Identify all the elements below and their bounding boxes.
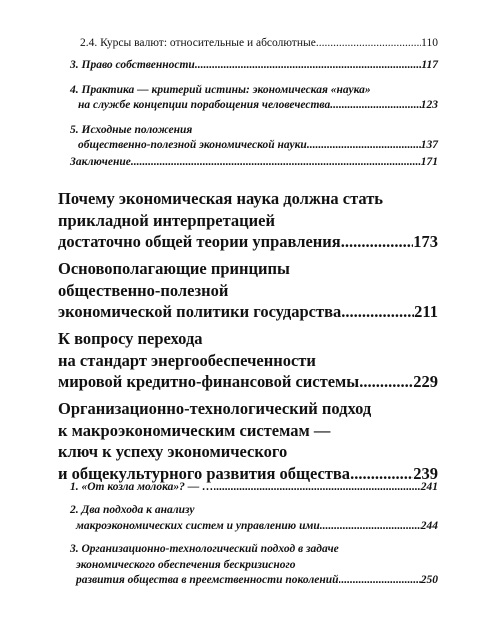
toc-chapter-title: экономической политики государства bbox=[58, 302, 342, 321]
toc-leader-dots bbox=[339, 573, 421, 589]
toc-chapter-title-line: к макроэкономическим системам — bbox=[58, 420, 331, 440]
toc-page-number: 239 bbox=[413, 463, 438, 483]
toc-leader-dots bbox=[341, 231, 414, 253]
toc-line bbox=[58, 231, 438, 253]
toc-chapter-title-line: Основополагающие принципы bbox=[58, 259, 290, 278]
toc-leader-dots bbox=[214, 480, 421, 496]
toc-line bbox=[70, 480, 438, 496]
toc-line bbox=[80, 37, 438, 49]
toc-chapter-3 bbox=[58, 328, 438, 393]
toc-entry-title-line: 4. Практика — критерий истины: экономическая «наука» bbox=[70, 84, 371, 96]
toc-leader-dots bbox=[320, 519, 421, 535]
toc-page-number: 211 bbox=[414, 302, 438, 321]
toc-entry-ch4-3 bbox=[70, 542, 438, 589]
toc-entry-title: общественно-полезной экономической науки bbox=[78, 139, 307, 151]
toc-entry-2-4 bbox=[80, 37, 438, 49]
toc-line bbox=[70, 573, 438, 589]
toc-chapter-title-line: Почему экономическая наука должна стать bbox=[58, 189, 384, 208]
toc-page-number: 250 bbox=[420, 574, 438, 586]
toc-chapter-title-line: К вопросу перехода bbox=[58, 329, 203, 348]
toc-leader-dots bbox=[359, 371, 413, 393]
toc-entry-3 bbox=[70, 58, 438, 73]
toc-chapter-1 bbox=[58, 188, 438, 253]
toc-leader-dots bbox=[195, 58, 422, 73]
toc-entry-4 bbox=[70, 83, 438, 113]
toc-entry-title-line: экономического обеспечения бескризисного bbox=[76, 558, 296, 571]
toc-chapter-title-line: Организационно-технологический подход bbox=[58, 399, 372, 418]
toc-leader-dots bbox=[131, 155, 421, 170]
toc-page-number: 171 bbox=[420, 156, 438, 168]
toc-chapter-title-line: общественно-полезной bbox=[58, 280, 229, 300]
toc-page-number: 123 bbox=[420, 99, 438, 111]
toc-chapter-2 bbox=[58, 258, 438, 323]
toc-line bbox=[70, 519, 438, 535]
toc-line bbox=[70, 155, 438, 170]
toc-entry-title: развития общества в преемственности поколений bbox=[76, 574, 339, 586]
toc-line bbox=[70, 138, 438, 153]
toc-chapter-title: и общекультурного развития общества bbox=[58, 463, 351, 483]
toc-leader-dots bbox=[316, 37, 421, 49]
toc-entry-title: на службе концепции порабощения человечества bbox=[78, 99, 331, 111]
toc-chapter-title: мировой кредитно-финансовой системы bbox=[58, 372, 360, 391]
toc-page-number: 110 bbox=[421, 37, 438, 49]
toc-leader-dots bbox=[307, 138, 421, 153]
toc-leader-dots bbox=[330, 98, 421, 113]
toc-page-number: 137 bbox=[420, 139, 438, 151]
toc-entry-title: Заключение bbox=[70, 156, 131, 168]
toc-page-number: 173 bbox=[413, 232, 438, 251]
toc-entry-title: 1. «От козла молока»? — … bbox=[70, 481, 214, 493]
toc-entry-title: 2.4. Курсы валют: относительные и абсолютные bbox=[80, 37, 316, 49]
toc-chapter-title: достаточно общей теории управления bbox=[58, 232, 341, 251]
toc-line bbox=[70, 58, 438, 73]
toc-chapter-title-line: ключ к успеху экономического bbox=[58, 442, 288, 461]
toc-page-number: 244 bbox=[420, 519, 438, 532]
toc-entry-title-line: 5. Исходные положения bbox=[70, 124, 193, 136]
toc-line bbox=[70, 98, 438, 113]
toc-chapter-title-line: прикладной интерпретацией bbox=[58, 210, 275, 230]
toc-chapter-title-line: на стандарт энергообеспеченности bbox=[58, 350, 316, 370]
toc-entry-5 bbox=[70, 123, 438, 153]
toc-entry-conclusion bbox=[70, 155, 438, 170]
toc-page-number: 117 bbox=[421, 59, 438, 71]
toc-page-number: 229 bbox=[413, 372, 438, 391]
toc-entry-title: 3. Право собственности bbox=[70, 59, 195, 71]
toc-entry-title-line: 3. Организационно-технологический подход в задаче bbox=[70, 543, 339, 555]
toc-leader-dots bbox=[341, 301, 414, 323]
toc-page-number: 241 bbox=[420, 481, 438, 493]
toc-entry-title-line: 2. Два подхода к анализу bbox=[70, 504, 195, 516]
toc-entry-title: макроэкономических систем и управлению ими bbox=[76, 519, 320, 532]
toc-entry-ch4-2 bbox=[70, 503, 438, 534]
toc-line bbox=[58, 371, 438, 393]
toc-chapter-4 bbox=[58, 398, 438, 484]
toc-line bbox=[58, 301, 438, 323]
toc-entry-ch4-1 bbox=[70, 480, 438, 496]
